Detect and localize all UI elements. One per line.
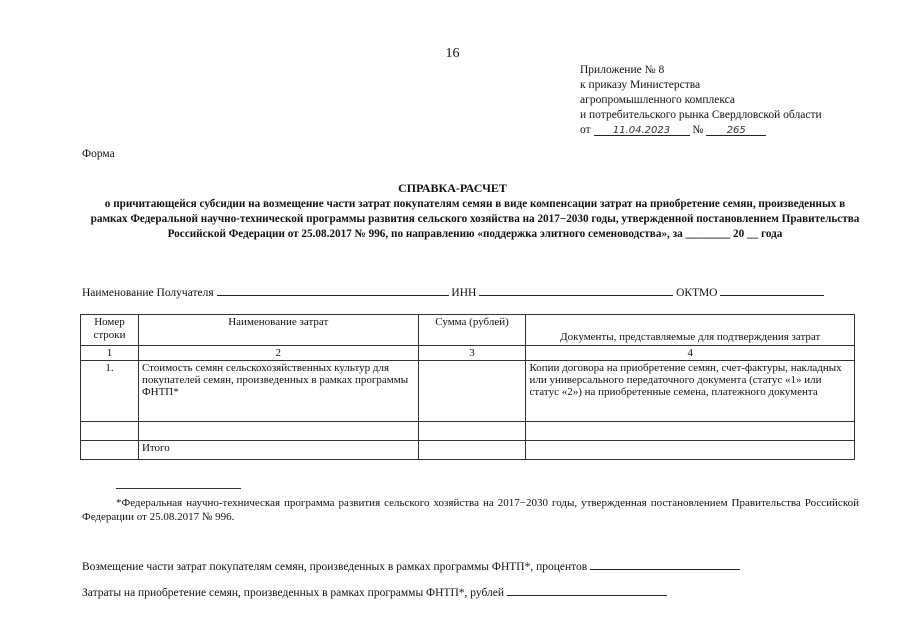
document-title: СПРАВКА-РАСЧЕТ: [398, 181, 507, 195]
footnote: [82, 496, 859, 524]
footnote-divider: [116, 488, 241, 489]
col-number-2: 2: [138, 346, 418, 361]
row1-sum: [418, 361, 526, 422]
recipient-line: [82, 285, 824, 299]
appendix-line-1: Приложение № 8: [580, 64, 665, 76]
header-cost-name: Наименование затрат: [138, 315, 418, 346]
appendix-block: [580, 63, 822, 138]
number-field: [706, 123, 766, 136]
recipient-name-field: [217, 285, 449, 296]
oktmo-field: [720, 285, 824, 296]
recipient-name-label: Наименование Получателя: [82, 287, 214, 299]
table-column-numbers-row: [81, 346, 855, 361]
reimbursement-field: [590, 557, 740, 570]
empty-cell-2: [138, 422, 418, 441]
table-total-row: [81, 441, 855, 460]
appendix-line-4: и потребительского рынка Свердловской области: [580, 109, 822, 121]
row1-documents: Копии договора на приобретение семян, счет-фактуры, накладных или универсального передаточного документа (статус «1» или статус «2») на приобретенные семена, платежного документа: [526, 361, 855, 422]
form-label: Форма: [82, 148, 115, 160]
row1-number: 1.: [81, 361, 139, 422]
row1-cost-name: Стоимость семян сельскохозяйственных культур для покупателей семян, произведенных в рамках программы ФНТП*: [138, 361, 418, 422]
costs-field: [507, 583, 667, 596]
document-subtitle: о причитающейся субсидии на возмещение части затрат покупателям семян в виде компенсации затрат на приобретение семян, произведенных в рамках Федеральной научно-технической программы развития сельского хозяйства на 2017−2030 годы, утвержденной постановлением Правительства Российской Федерации от 25.08.2017 № 996, по направлению «поддержка элитного семеноводства», за ________ 20 __ года: [90, 198, 860, 240]
total-sum: [418, 441, 526, 460]
table-row-empty: [81, 422, 855, 441]
header-row-number: Номер строки: [81, 315, 139, 346]
reimbursement-line: [82, 557, 740, 573]
header-sum: Сумма (рублей): [418, 315, 526, 346]
total-cell-1: [81, 441, 139, 460]
col-number-3: 3: [418, 346, 526, 361]
date-prefix: от: [580, 124, 591, 136]
appendix-date-line: [580, 123, 822, 138]
costs-label: Затраты на приобретение семян, произведенных в рамках программы ФНТП*, рублей: [82, 587, 505, 599]
date-value: 11.04.2023: [612, 125, 671, 136]
header-documents: Документы, представляемые для подтверждения затрат: [526, 315, 855, 346]
number-value: 265: [726, 125, 746, 136]
footnote-text: *Федеральная научно-техническая программа развития сельского хозяйства на 2017−2030 годы, утвержденная постановлением Правительства Российской Федерации от 25.08.2017 № 996.: [82, 497, 859, 523]
costs-line: [82, 583, 667, 599]
col-number-4: 4: [526, 346, 855, 361]
total-docs: [526, 441, 855, 460]
date-field: [594, 123, 690, 136]
oktmo-label: ОКТМО: [676, 287, 718, 299]
expense-table: [80, 314, 855, 460]
table-row: [81, 361, 855, 422]
empty-cell-3: [418, 422, 526, 441]
empty-cell-4: [526, 422, 855, 441]
appendix-line-3: агропромышленного комплекса: [580, 94, 736, 106]
inn-label: ИНН: [451, 287, 477, 299]
number-prefix: №: [692, 124, 704, 136]
reimbursement-label: Возмещение части затрат покупателям семян, произведенных в рамках программы ФНТП*, процентов: [82, 561, 588, 573]
empty-cell-1: [81, 422, 139, 441]
appendix-line-2: к приказу Министерства: [580, 79, 701, 91]
table-header-row: [81, 315, 855, 346]
page-number: 16: [445, 46, 460, 61]
total-label: Итого: [138, 441, 418, 460]
inn-field: [479, 285, 673, 296]
col-number-1: 1: [81, 346, 139, 361]
